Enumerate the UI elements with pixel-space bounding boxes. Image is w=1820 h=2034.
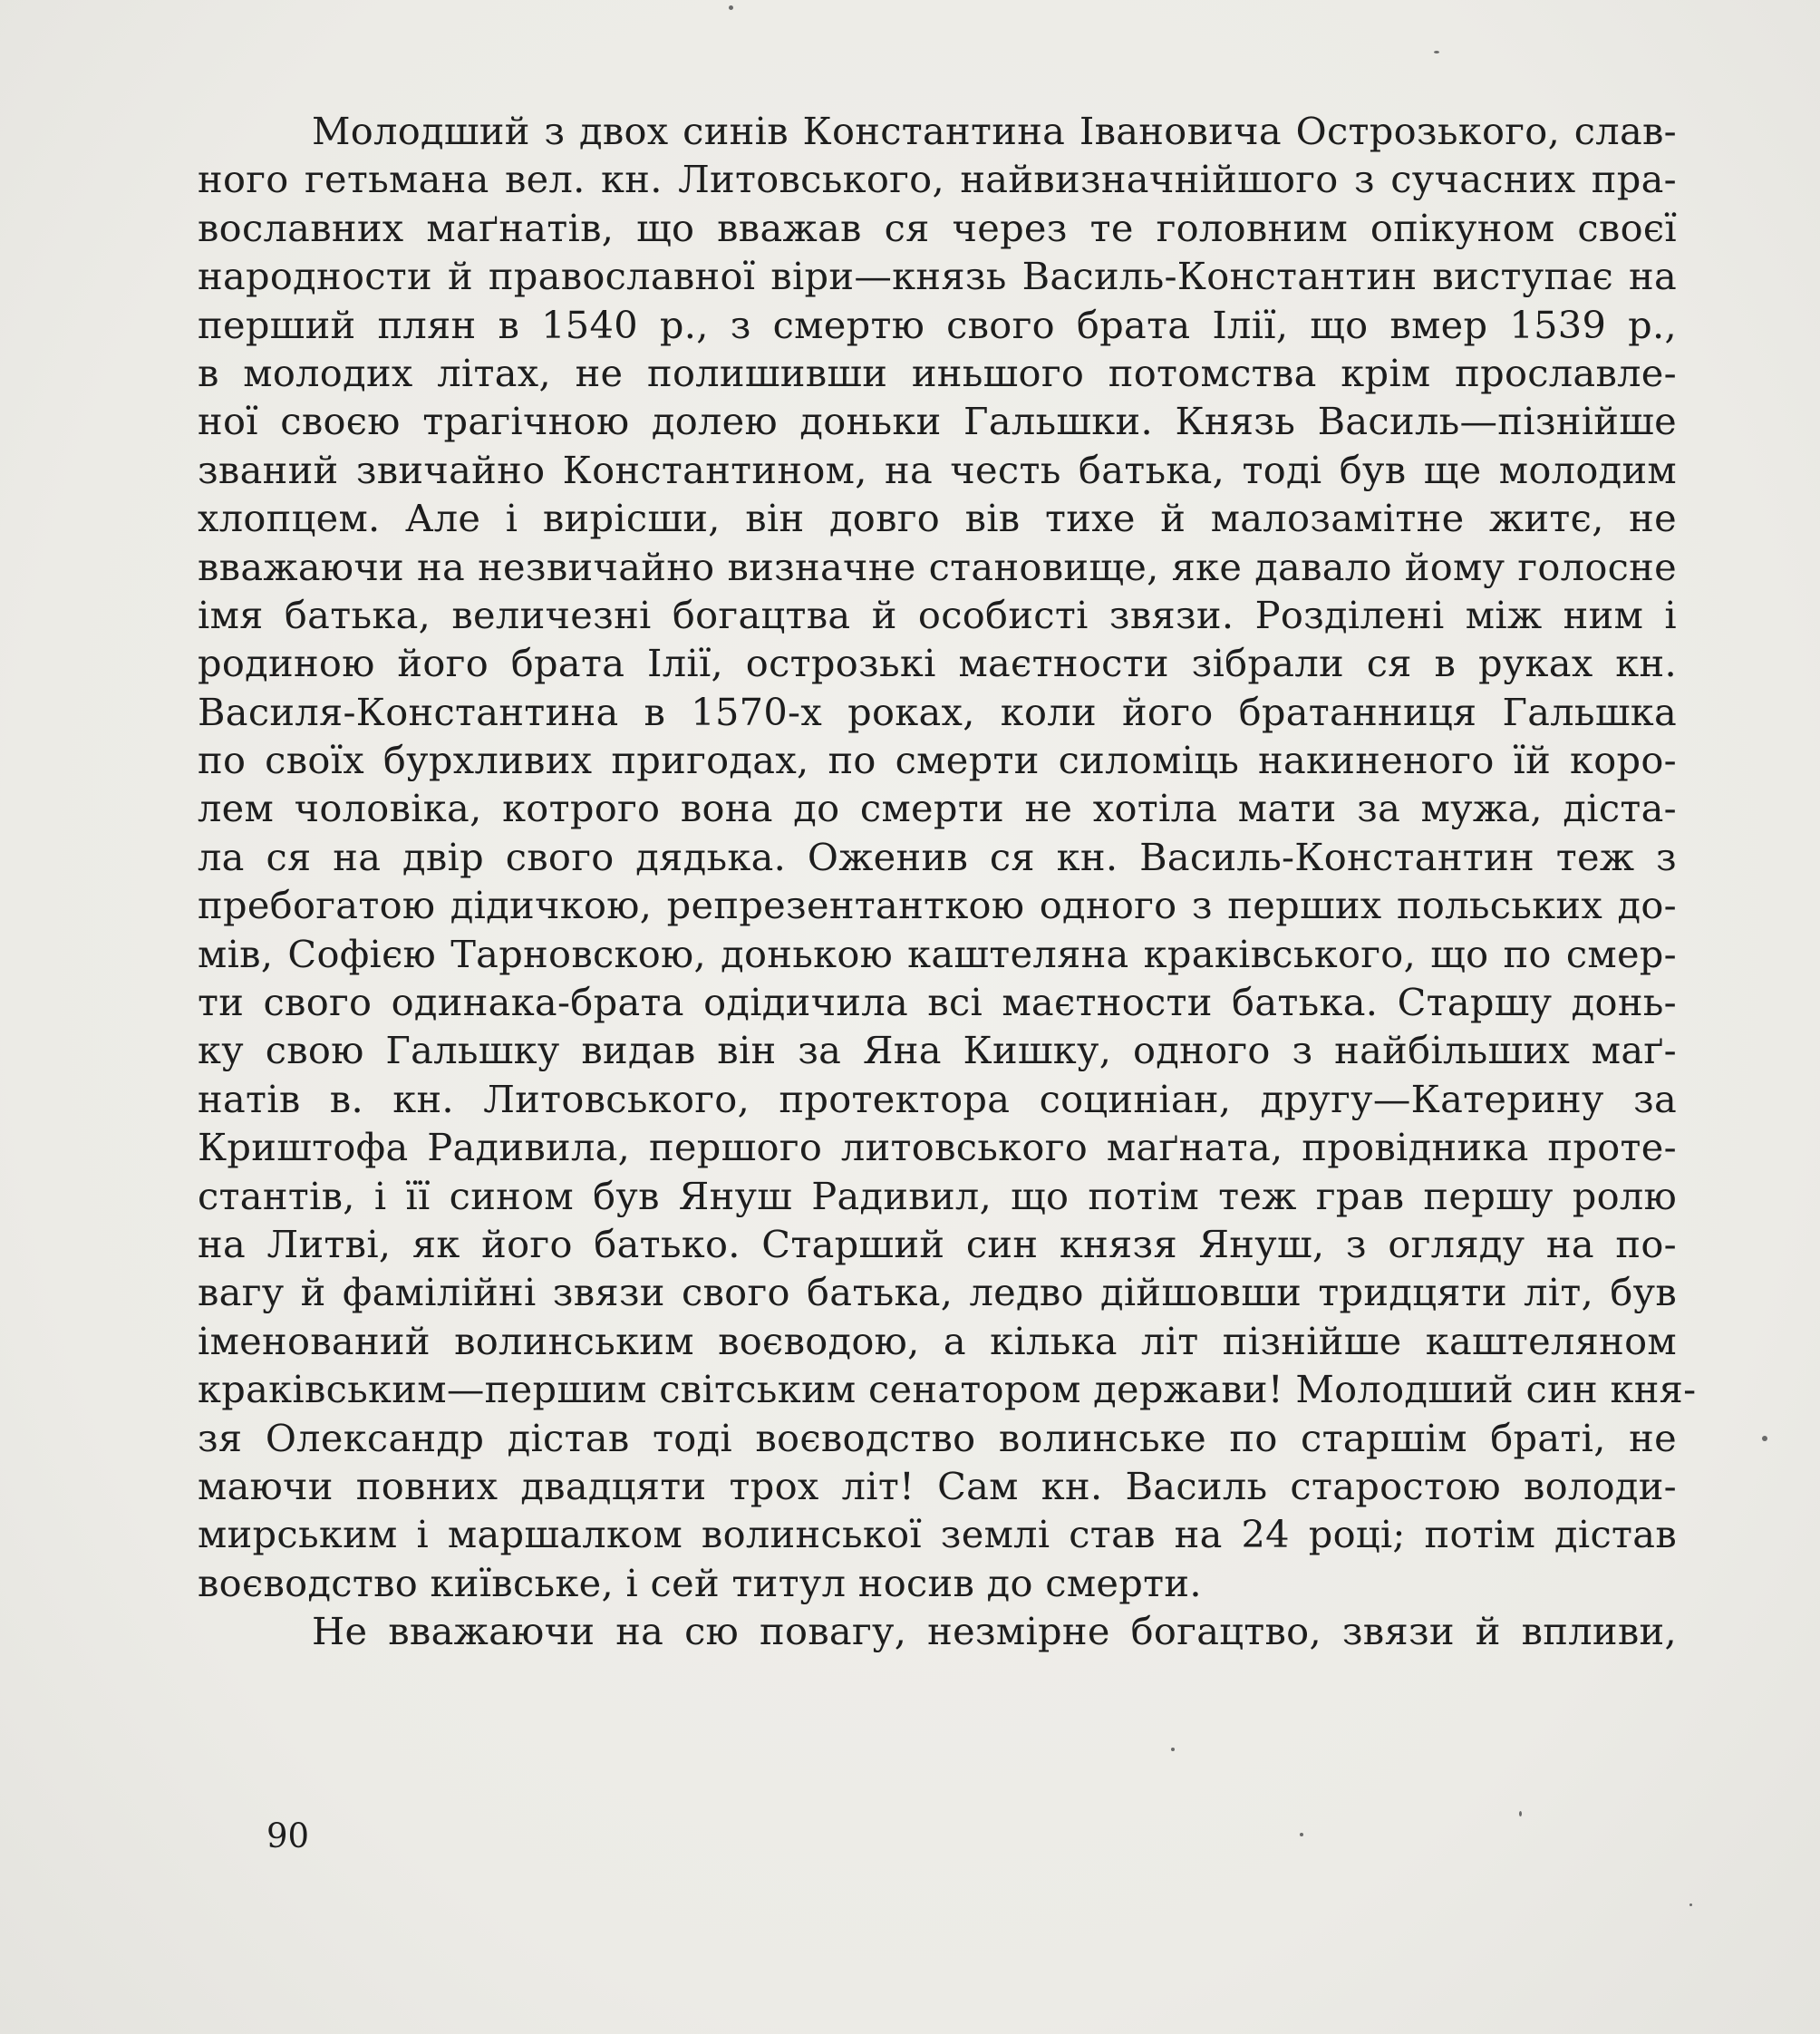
body-text [198,107,1697,1656]
text-line: вославних маґнатів, що вважав ся через те головним опікуном своєї [198,205,1677,250]
text-line: ти свого одинака-брата одідичила всі маєтности батька. Старшу донь- [198,980,1677,1025]
text-line: мів, Софією Тарновскою, донькою каштеляна краківського, що по смер- [198,931,1677,976]
text-line: краківським—першим світським сенатором держави! Молодший син кня- [198,1367,1697,1412]
text-line: Криштофа Радивила, першого литовського маґната, провідника проте- [198,1125,1677,1170]
text-line: стантів, і її сином був Януш Радивил, що потім теж грав першу ролю [198,1173,1677,1218]
text-line: родиною його брата Ілії, острозькі маєтности зібрали ся в руках кн. [198,641,1677,686]
text-line: вагу й фамілійні звязи свого батька, ледво дійшовши тридцяти літ, був [198,1270,1677,1315]
text-line: ної своєю трагічною долею доньки Гальшки. Князь Василь—пізнійше [198,399,1677,444]
text-line: в молодих літах, не полишивши иньшого потомства крім прославле- [198,350,1677,395]
paper-speck [729,5,733,10]
text-line: ку свою Гальшку видав він за Яна Кишку, одного з найбільших маґ- [198,1028,1677,1073]
text-line: Не вважаючи на сю повагу, незмірне богацтво, звязи й впливи, [312,1609,1677,1654]
paper-speck [1762,1436,1767,1441]
page-number: 90 [266,1816,310,1855]
text-line: званий звичайно Константином, на честь батька, тоді був ще молодим [198,447,1677,492]
text-line: лем чоловіка, котрого вона до смерти не хотіла мати за мужа, діста- [198,786,1677,831]
text-line: ного гетьмана вел. кн. Литовського, найвизначнійшого з сучасних пра- [198,157,1677,202]
text-line: імя батька, величезні богацтва й особисті звязи. Розділені між ним і [198,592,1677,637]
text-line: іменований волинським воєводою, а кілька літ пізнійше каштеляном [198,1318,1677,1363]
text-line: перший плян в 1540 р., з смертю свого брата Ілії, що вмер 1539 р., [198,302,1677,347]
text-line: хлопцем. Але і вирісши, він довго вів тихе й малозамітне житє, не [198,496,1677,541]
text-line: Василя-Константина в 1570-х роках, коли його братанниця Гальшка [198,689,1677,734]
text-line: зя Олександр дістав тоді воєводство волинське по старшім браті, не [198,1415,1677,1460]
text-line: маючи повних двадцяти трох літ! Сам кн. Василь старостою володи- [198,1463,1677,1508]
text-line: на Литві, як його батько. Старший син князя Януш, з огляду на по- [198,1221,1677,1266]
text-line: по своїх бурхливих пригодах, по смерти силоміць накиненого їй коро- [198,738,1677,783]
text-line: воєводство київське, і сей титул носив до смерти. [198,1560,1202,1605]
paper-speck [1300,1833,1303,1836]
paper-speck [1689,1903,1692,1906]
text-line: народности й православної віри—князь Василь-Константин виступає на [198,254,1677,299]
text-line: Молодший з двох синів Константина Івановича Острозького, слав- [312,109,1677,153]
text-line: вважаючи на незвичайно визначне становище, яке давало йому голосне [198,544,1677,589]
text-line: пребогатою дідичкою, репрезентанткою одного з перших польських до- [198,883,1677,928]
text-line: мирським і маршалком волинської землі став на 24 році; потім дістав [198,1512,1677,1557]
paper-speck [1434,51,1439,53]
paper-speck [1519,1811,1522,1816]
text-line: ла ся на двір свого дядька. Оженив ся кн. Василь-Константин теж з [198,834,1677,879]
paper-speck [1171,1748,1175,1751]
text-line: натів в. кн. Литовського, протектора социніан, другу—Катерину за [198,1076,1677,1121]
